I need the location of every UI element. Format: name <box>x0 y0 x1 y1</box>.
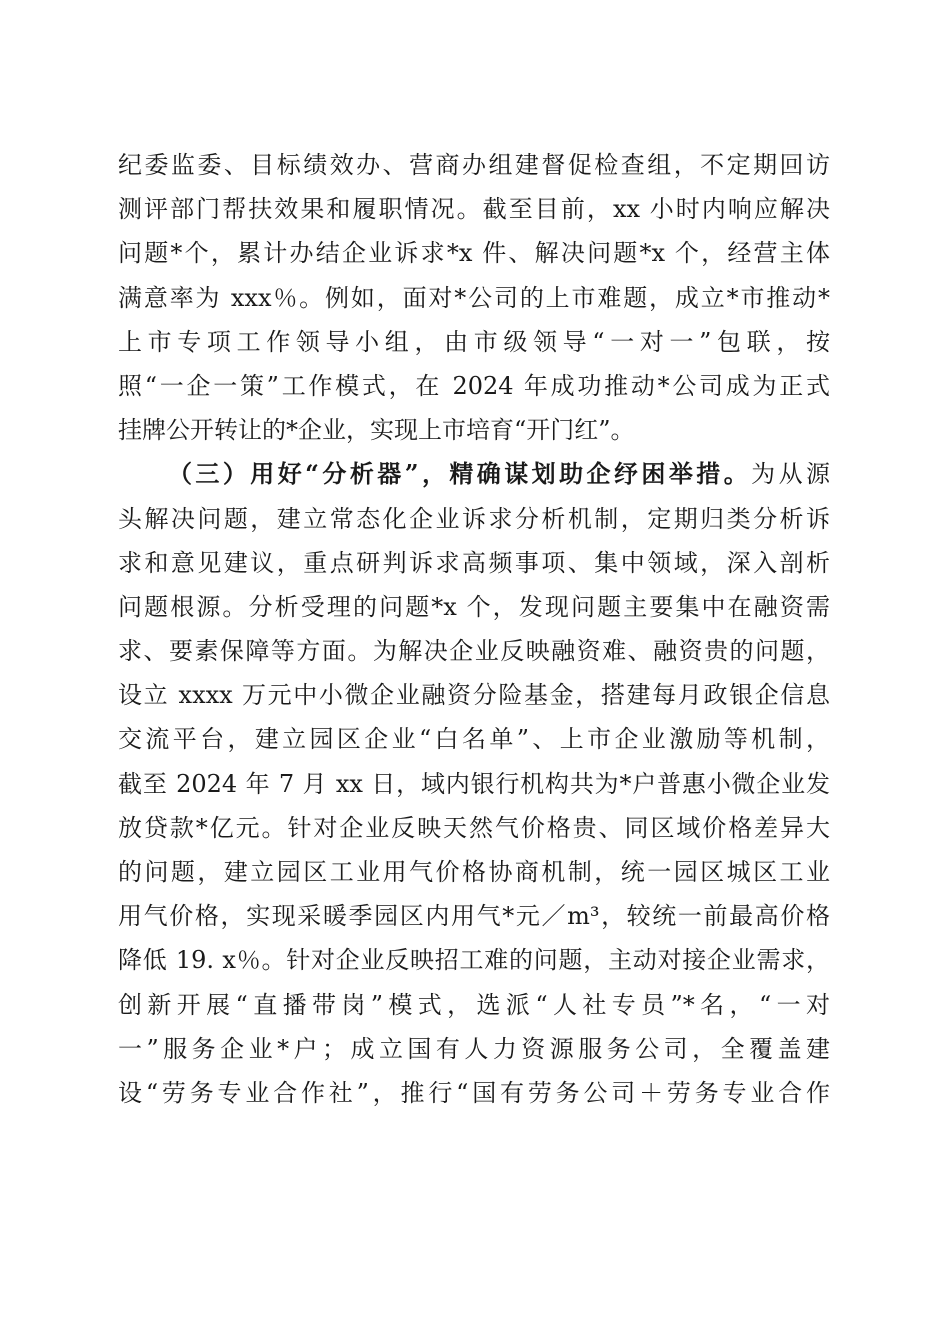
paragraph-line: 挂牌公开转让的*企业，实现上市培育“开门红”。 <box>118 416 635 445</box>
paragraph-line: 照“一企一策”工作模式，在 2024 年成功推动*公司成为正式 <box>118 371 830 400</box>
paragraph-line: 降低 19. x％。针对企业反映招工难的问题，主动对接企业需求， <box>118 946 830 975</box>
paragraph-first-line <box>118 452 830 496</box>
section-heading: （三）用好“分析器”，精确谋划助企纾困举措。 <box>168 459 752 489</box>
paragraph-line: 头解决问题，建立常态化企业诉求分析机制，定期归类分析诉 <box>118 504 830 533</box>
paragraph-line: 求和意见建议，重点研判诉求高频事项、集中领域，深入剖析 <box>118 548 830 577</box>
paragraph-line: 满意率为 xxx％。例如，面对*公司的上市难题，成立*市推动* <box>118 283 830 312</box>
paragraph-line: 问题根源。分析受理的问题*x 个，发现问题主要集中在融资需 <box>118 592 830 621</box>
paragraph-line: 纪委监委、目标绩效办、营商办组建督促检查组，不定期回访 <box>118 151 830 179</box>
paragraph-line: 测评部门帮扶效果和履职情况。截至目前，xx 小时内响应解决 <box>118 195 830 224</box>
paragraph-line: 截至 2024 年 7 月 xx 日，域内银行机构共为*户普惠小微企业发 <box>118 769 830 798</box>
paragraph-line: 一”服务企业*户；成立国有人力资源服务公司，全覆盖建 <box>118 1034 830 1063</box>
paragraph-line: 问题*个，累计办结企业诉求*x 件、解决问题*x 个，经营主体 <box>118 239 830 268</box>
paragraph-line: 设立 xxxx 万元中小微企业融资分险基金，搭建每月政银企信息 <box>118 681 830 710</box>
paragraph-line: 设“劳务专业合作社”，推行“国有劳务公司＋劳务专业合作 <box>118 1078 830 1107</box>
paragraph-line: 放贷款*亿元。针对企业反映天然气价格贵、同区域价格差异大 <box>118 813 830 842</box>
paragraph-line: 交流平台，建立园区企业“白名单”、上市企业激励等机制， <box>118 725 830 754</box>
document-body <box>118 143 830 1115</box>
paragraph-line: 求、要素保障等方面。为解决企业反映融资难、融资贵的问题， <box>118 637 830 666</box>
paragraph-2 <box>118 452 830 1115</box>
paragraph-line: 上市专项工作领导小组，由市级领导“一对一”包联，按 <box>118 327 830 356</box>
paragraph-line: 创新开展“直播带岗”模式，选派“人社专员”*名，“一对 <box>118 990 830 1019</box>
paragraph-1 <box>118 143 830 452</box>
paragraph-line: 用气价格，实现采暖季园区内用气*元／m³，较统一前最高价格 <box>118 902 830 931</box>
paragraph-line: 的问题，建立园区工业用气价格协商机制，统一园区城区工业 <box>118 858 830 886</box>
heading-line-continuation: 为从源 <box>751 460 831 489</box>
